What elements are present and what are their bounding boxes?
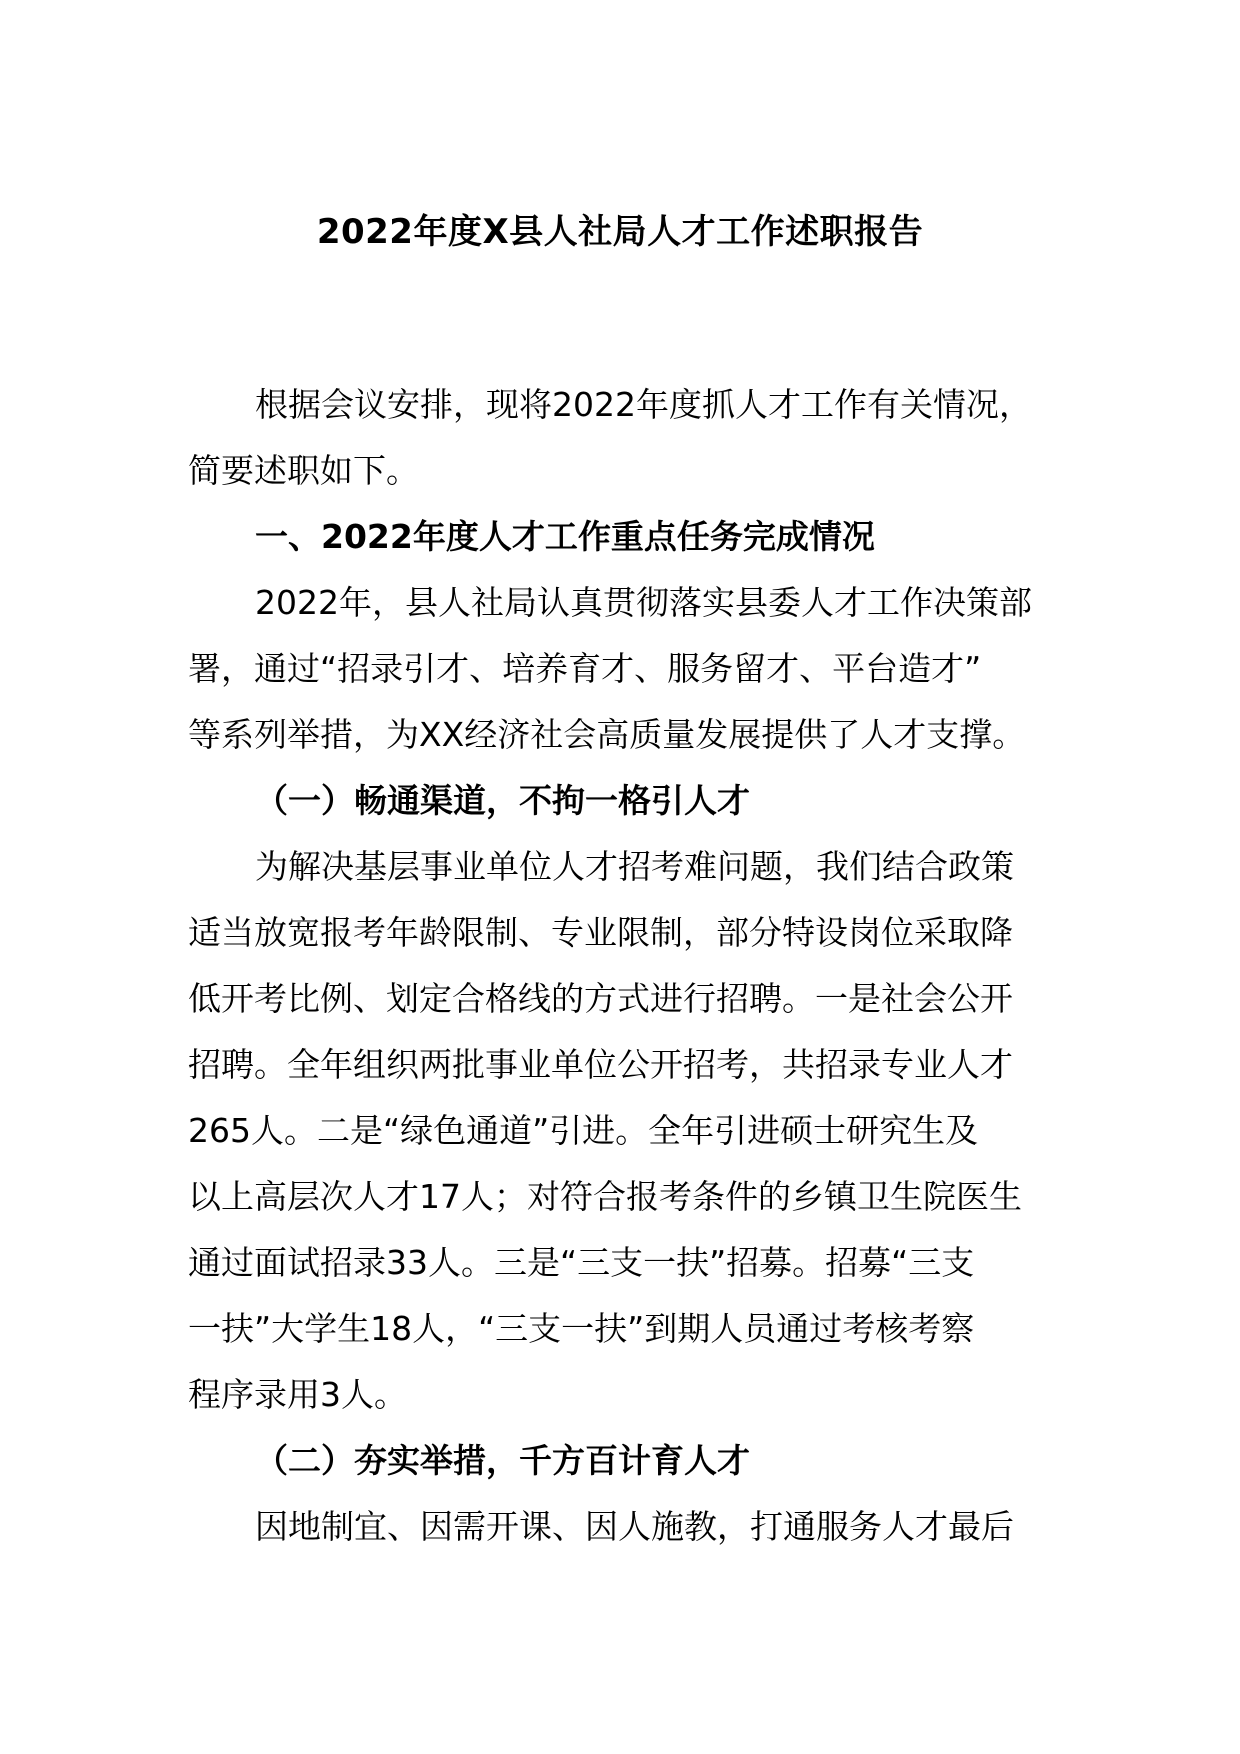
paragraph-line: 因地制宜、因需开课、因人施教，打通服务人才最后 [255, 1507, 1014, 1546]
paragraph-line: 根据会议安排，现将2022年度抓人才工作有关情况， [255, 385, 1032, 424]
subsection-heading: （二）夯实举措，千方百计育人才 [255, 1441, 750, 1480]
paragraph-line: 为解决基层事业单位人才招考难问题，我们结合政策 [255, 847, 1014, 886]
paragraph-line: 署，通过“招录引才、培养育才、服务留才、平台造才” [188, 649, 982, 688]
paragraph-line: 2022年，县人社局认真贯彻落实县委人才工作决策部 [255, 583, 1032, 622]
paragraph-line: 简要述职如下。 [188, 451, 419, 490]
paragraph-line: 一扶”大学生18人，“三支一扶”到期人员通过考核考察 [188, 1309, 975, 1348]
paragraph-line: 以上高层次人才17人；对符合报考条件的乡镇卫生院医生 [188, 1177, 1022, 1216]
paragraph-line: 通过面试招录33人。三是“三支一扶”招募。招募“三支 [188, 1243, 975, 1282]
subsection-heading: （一）畅通渠道，不拘一格引人才 [255, 781, 750, 820]
paragraph-line: 招聘。全年组织两批事业单位公开招考，共招录专业人才 [188, 1045, 1013, 1084]
paragraph-line: 适当放宽报考年龄限制、专业限制，部分特设岗位采取降 [188, 913, 1013, 952]
section-heading: 一、2022年度人才工作重点任务完成情况 [255, 517, 875, 556]
paragraph-line: 程序录用3人。 [188, 1375, 407, 1414]
document-body [188, 372, 1056, 1560]
document-title: 2022年度X县人社局人才工作述职报告 [316, 212, 924, 252]
paragraph-line: 265人。二是“绿色通道”引进。全年引进硕士研究生及 [188, 1111, 979, 1150]
paragraph-line: 等系列举措，为XX经济社会高质量发展提供了人才支撑。 [188, 715, 1026, 754]
paragraph-line: 低开考比例、划定合格线的方式进行招聘。一是社会公开 [188, 979, 1013, 1018]
